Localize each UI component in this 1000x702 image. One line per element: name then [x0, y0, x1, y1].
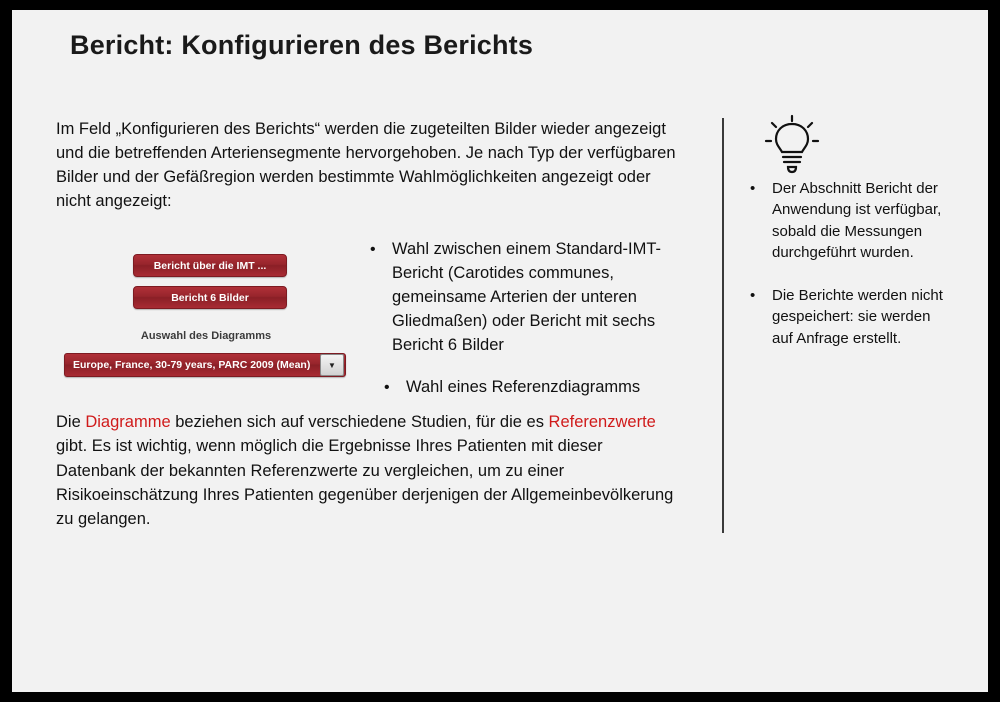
list-item [750, 285, 950, 349]
bullet-marker: • [370, 241, 376, 258]
list-item-text: Die Berichte werden nicht gespeichert: sie werden auf Anfrage erstellt. [772, 287, 943, 347]
list-item-text: Wahl eines Referenzdiagramms [406, 377, 641, 396]
reference-chart-value: Europe, France, 30-79 years, PARC 2009 (Mean) [73, 359, 311, 371]
list-item [370, 238, 690, 358]
list-item-text: Der Abschnitt Bericht der Anwendung ist verfügbar, sobald die Messungen durchgeführt wurden. [772, 180, 942, 261]
page-title: Bericht: Konfigurieren des Berichts [70, 30, 534, 60]
list-item [370, 376, 690, 400]
lightbulb-icon [764, 114, 820, 181]
tips-bullet-list [750, 178, 950, 371]
chart-selection-label: Auswahl des Diagramms [140, 330, 272, 342]
imt-report-button[interactable]: Bericht über die IMT ... [133, 254, 287, 277]
bullet-marker: • [384, 378, 390, 396]
list-item-text: Wahl zwischen einem Standard-IMT-Bericht (Carotides communes, gemeinsame Arterien der unteren Gliedmaßen) oder Bericht mit sechs Bericht 6 Bilder [392, 240, 661, 354]
paragraph-part-3: gibt. Es ist wichtig, wenn möglich die Ergebnisse Ihres Patienten mit dieser Datenbank der bekannten Referenzwerte zu vergleichen, um zu einer Risikoeinschätzung Ihres Patienten gegenüber derjenigen der Allgemeinbevölkerung zu gelangen. [56, 437, 674, 528]
bullet-marker: • [750, 287, 756, 305]
slide-canvas [12, 10, 988, 692]
vertical-divider [722, 118, 724, 533]
paragraph-part-1: Die [56, 413, 86, 431]
options-bullet-list [370, 238, 690, 418]
highlight-diagramme: Diagramme [85, 413, 171, 431]
six-images-report-button[interactable]: Bericht 6 Bilder [133, 286, 287, 309]
reference-chart-select[interactable] [64, 353, 346, 377]
paragraph-part-2: beziehen sich auf verschiedene Studien, für die es [170, 413, 549, 431]
intro-paragraph: Im Feld „Konfigurieren des Berichts“ werden die zugeteilten Bilder wieder angezeigt und die betreffenden Arteriensegmente hervorgehoben. Je nach Typ der verfügbaren Bilder und der Gefäßregion werden bestimmte Wahlmöglichkeiten angezeigt oder nicht angezeigt: [56, 120, 676, 210]
list-item [750, 178, 950, 263]
reference-values-paragraph [56, 410, 676, 531]
bullet-marker: • [750, 180, 756, 197]
highlight-referenzwerte: Referenzwerte [548, 413, 656, 431]
chevron-down-icon[interactable]: ▼ [320, 354, 344, 376]
report-config-widget [56, 238, 356, 398]
